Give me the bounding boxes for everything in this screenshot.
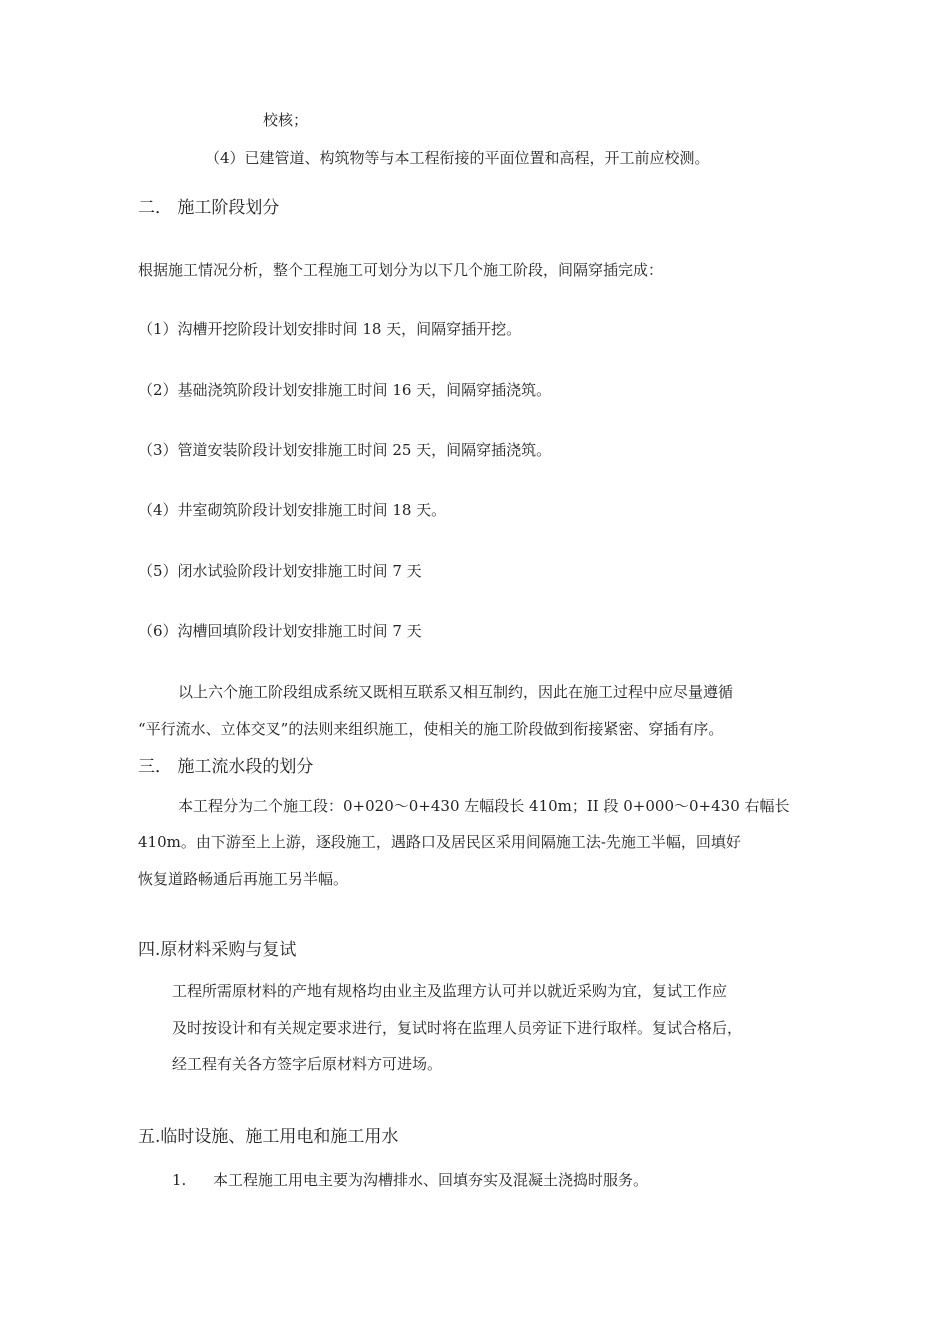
section-heading: 三． 施工流水段的划分 bbox=[138, 757, 314, 777]
section-heading: 五.临时设施、施工用电和施工用水 bbox=[138, 1127, 399, 1147]
text-line: 410m。由下游至上上游，逐段施工，遇路口及居民区采用间隔施工法-先施工半幅，回填好 bbox=[138, 833, 741, 851]
list-item-number: 1. bbox=[172, 1171, 187, 1189]
list-item: （1）沟槽开挖阶段计划安排时间 18 天，间隔穿插开挖。 bbox=[138, 320, 522, 338]
text-line: 工程所需原材料的产地有规格均由业主及监理方认可并以就近采购为宜，复试工作应 bbox=[172, 982, 728, 1000]
list-item: （4）井室砌筑阶段计划安排施工时间 18 天。 bbox=[138, 501, 447, 519]
text-line: 及时按设计和有关规定要求进行，复试时将在监理人员旁证下进行取样。复试合格后， bbox=[172, 1019, 743, 1037]
text-line: 以上六个施工阶段组成系统又既相互联系又相互制约，因此在施工过程中应尽量遵循 bbox=[178, 683, 734, 701]
section-heading: 二． 施工阶段划分 bbox=[138, 198, 280, 218]
text-line: 恢复道路畅通后再施工另半幅。 bbox=[138, 870, 349, 888]
list-item: （3）管道安装阶段计划安排施工时间 25 天，间隔穿插浇筑。 bbox=[138, 441, 552, 459]
list-item: （2）基础浇筑阶段计划安排施工时间 16 天，间隔穿插浇筑。 bbox=[138, 381, 552, 399]
list-item: 本工程施工用电主要为沟槽排水、回填夯实及混凝土浇捣时服务。 bbox=[213, 1171, 649, 1189]
text-line: 经工程有关各方签字后原材料方可进场。 bbox=[172, 1055, 443, 1073]
section-heading: 四.原材料采购与复试 bbox=[138, 940, 297, 960]
text-line: 本工程分为二个施工段：0+020～0+430 左幅段长 410m；II 段 0+000～0+430 右幅长 bbox=[178, 797, 790, 815]
text-line: 校核； bbox=[263, 111, 309, 129]
text-line: （4）已建管道、构筑物等与本工程衔接的平面位置和高程，开工前应校测。 bbox=[205, 149, 710, 167]
list-item: （5）闭水试验阶段计划安排施工时间 7 天 bbox=[138, 562, 422, 580]
text-line: “平行流水、立体交叉”的法则来组织施工，使相关的施工阶段做到衔接紧密、穿插有序。 bbox=[138, 720, 724, 738]
text-line: 根据施工情况分析，整个工程施工可划分为以下几个施工阶段，间隔穿插完成： bbox=[138, 261, 664, 279]
list-item: （6）沟槽回填阶段计划安排施工时间 7 天 bbox=[138, 622, 422, 640]
